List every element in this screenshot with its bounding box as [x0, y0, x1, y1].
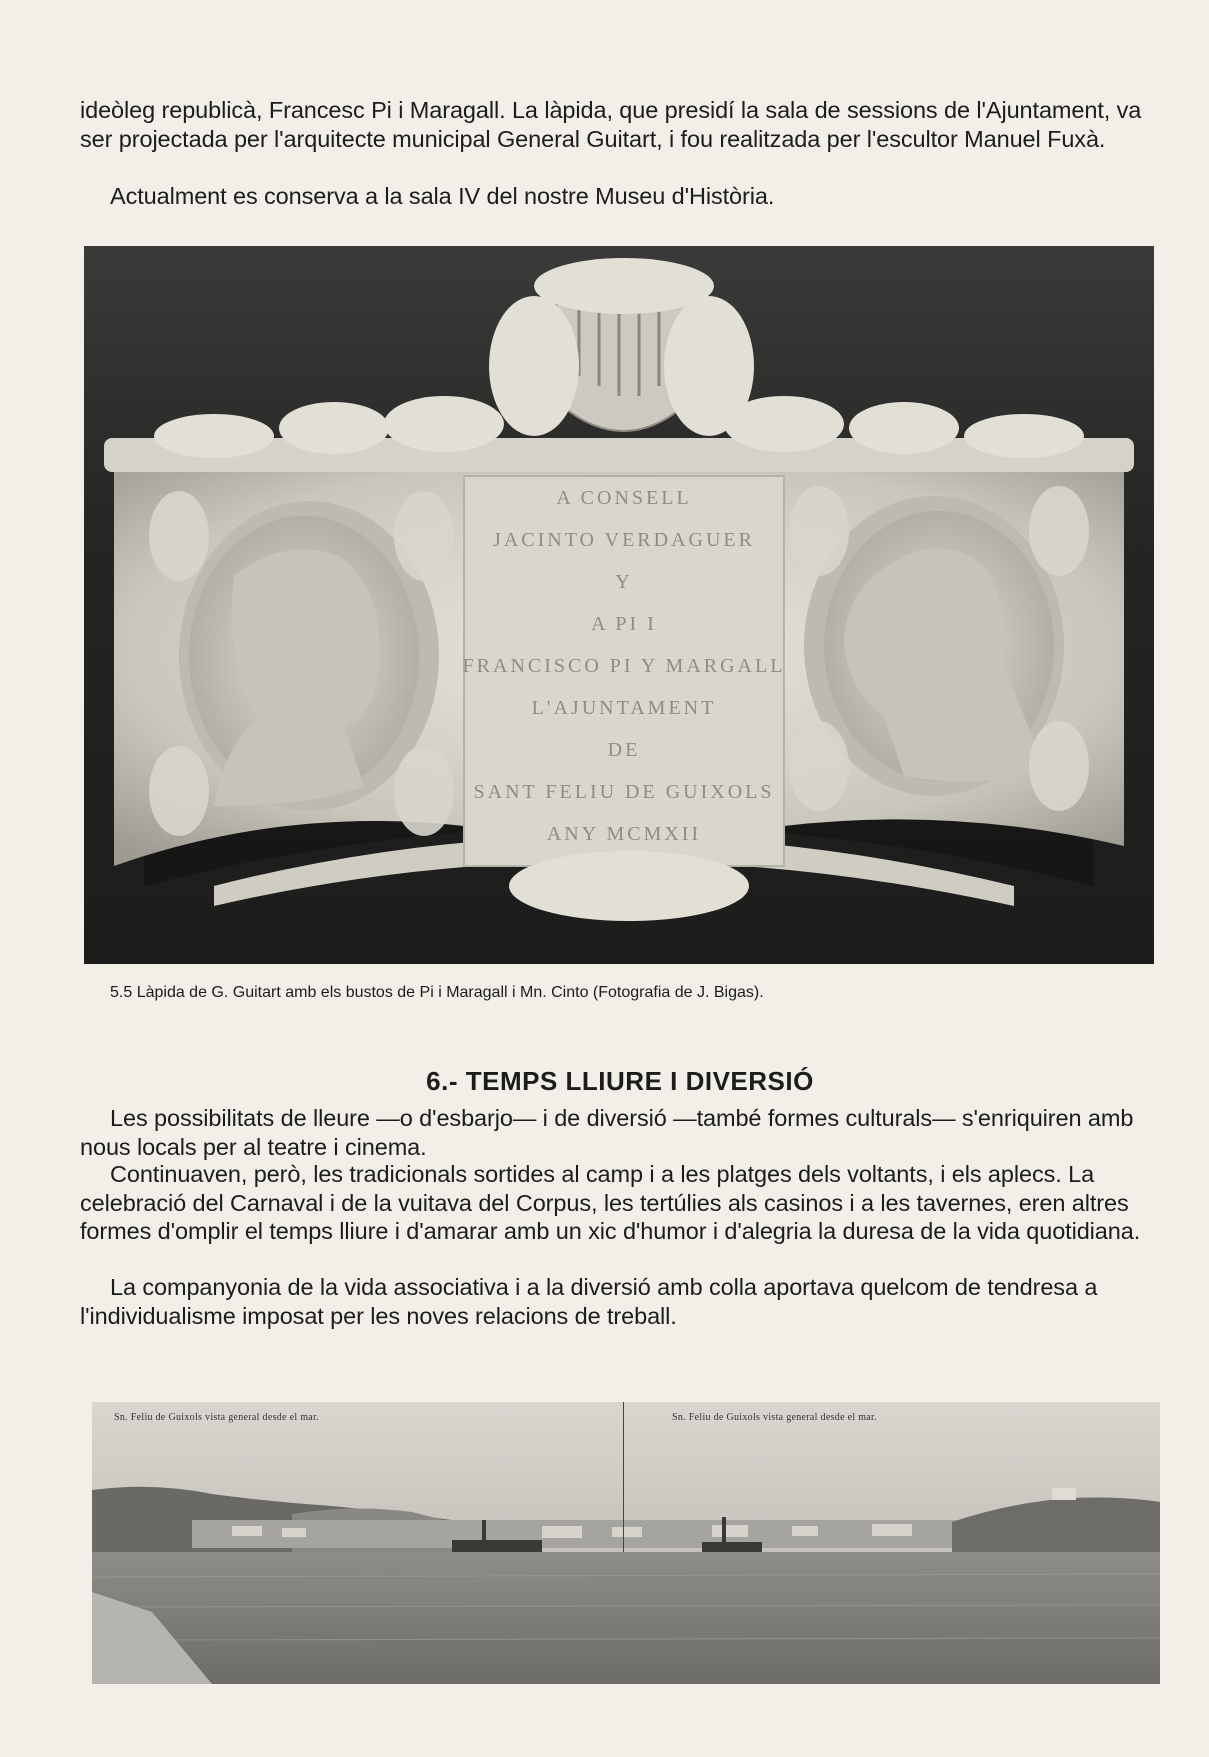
panorama-photo — [92, 1402, 1160, 1684]
section-paragraph-2 — [80, 1160, 1155, 1246]
plaque-inscription-line: A PI I — [591, 613, 657, 635]
section-paragraph-1 — [80, 1104, 1155, 1161]
plaque-photo — [84, 246, 1154, 964]
section-paragraph-3-text: La companyonia de la vida associativa i a la diversió amb colla aportava quelcom de tendresa a l'individualisme imposat per les noves relacions de treball. — [80, 1274, 1098, 1329]
panorama-label-right: Sn. Feliu de Guixols vista general desde el mar. — [672, 1412, 877, 1423]
panorama-label-left: Sn. Feliu de Guixols vista general desde el mar. — [114, 1412, 319, 1423]
plaque-inscription-line: ANY MCMXII — [546, 823, 702, 845]
panorama-illustration — [92, 1402, 1160, 1684]
section-heading: 6.- TEMPS LLIURE I DIVERSIÓ — [426, 1066, 814, 1096]
plaque-inscription-line: A CONSELL — [556, 487, 692, 509]
postcard-divider — [623, 1402, 624, 1552]
museum-paragraph-text: Actualment es conserva a la sala IV del nostre Museu d'Història. — [110, 183, 775, 209]
plaque-inscription-line: FRANCISCO PI Y MARGALL — [462, 655, 786, 677]
section-paragraph-2-text: Continuaven, però, les tradicionals sortides al camp i a les platges dels voltants, i els aplecs. La celebració del Carnaval i de la vuitava del Corpus, les tertúlies als casinos i a les tavernes, eren altres formes d'omplir el temps lliure i d'amarar amb un xic d'humor i d'alegria la duresa de la vida quotidiana. — [80, 1161, 1141, 1244]
museum-paragraph — [80, 182, 1155, 211]
plaque-inscription-line: DE — [607, 739, 641, 761]
plaque-inscription-line: Y — [615, 571, 633, 593]
section-paragraph-1-text: Les possibilitats de lleure —o d'esbarjo— i de diversió —també formes culturals— s'enriquiren amb nous locals per al teatre i cinema. — [80, 1105, 1134, 1160]
figure-caption: 5.5 Làpida de G. Guitart amb els bustos de Pi i Maragall i Mn. Cinto (Fotografia de J. Bigas). — [110, 984, 764, 1001]
plaque-illustration — [84, 246, 1154, 964]
plaque-inscription-line: JACINTO VERDAGUER — [493, 529, 755, 551]
intro-paragraph: ideòleg republicà, Francesc Pi i Maragall. La làpida, que presidí la sala de sessions de l'Ajuntament, va ser projectada per l'arquitecte municipal General Guitart, i fou realitzada per l'escultor Manuel Fuxà. — [80, 97, 1142, 152]
plaque-inscription-line: SANT FELIU DE GUIXOLS — [473, 781, 775, 803]
section-paragraph-3 — [80, 1273, 1155, 1330]
plaque-inscription-line: L'AJUNTAMENT — [531, 697, 717, 719]
